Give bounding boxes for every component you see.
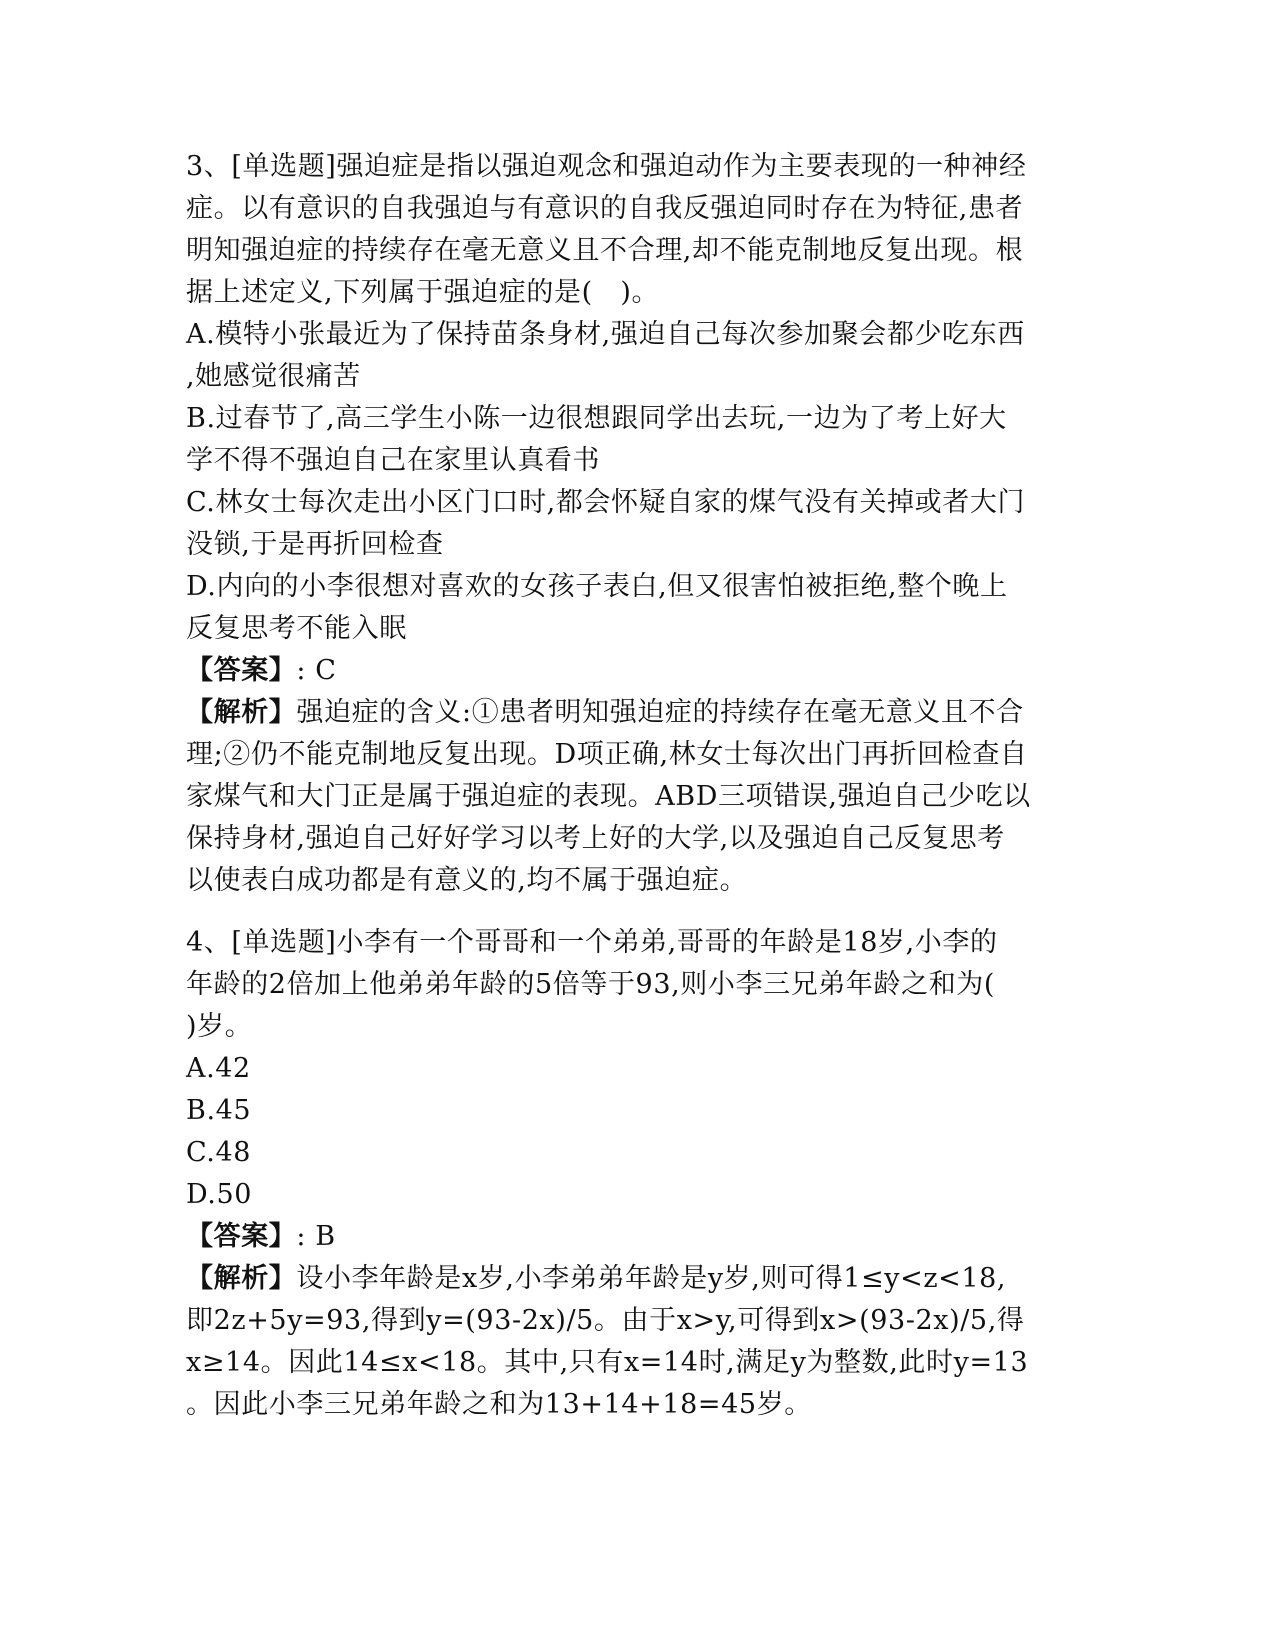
question-3-answer [186,650,1086,692]
question-3-stem-line: 据上述定义,下列属于强迫症的是( )。 [186,277,660,308]
option-line: 反复思考不能入眠 [186,613,407,644]
question-3-option-b [186,398,1086,482]
question-4-option-b: B.45 [186,1095,252,1126]
question-3 [186,146,1086,902]
question-4-option-c: C.48 [186,1137,252,1168]
question-3-option-c [186,482,1086,566]
answer-label: 【答案】 [186,1221,297,1252]
option-line: A.模特小张最近为了保持苗条身材,强迫自己每次参加聚会都少吃东西 [186,319,1025,350]
option-line: B.过春节了,高三学生小陈一边很想跟同学出去玩,一边为了考上好大 [186,403,1007,434]
analysis-label: 【解析】 [186,1263,297,1294]
question-3-option-a [186,314,1086,398]
question-3-stem-line: 明知强迫症的持续存在毫无意义且不合理,却不能克制地反复出现。根 [186,235,1024,266]
analysis-text: 设小李年龄是x岁,小李弟弟年龄是y岁,则可得1≤y<z<18, [296,1263,1007,1294]
analysis-line: x≥14。因此14≤x<18。其中,只有x=14时,满足y为整数,此时y=13 [186,1347,1029,1378]
answer-value: : C [296,655,337,686]
question-3-option-d [186,566,1086,650]
option-line: ,她感觉很痛苦 [186,361,361,392]
question-4-stem-line: 年龄的2倍加上他弟弟年龄的5倍等于93,则小李三兄弟年龄之和为( [186,969,996,1000]
answer-label: 【答案】 [186,655,297,686]
answer-value: : B [296,1221,336,1252]
option-line: 学不得不强迫自己在家里认真看书 [186,445,600,476]
analysis-line: 。因此小李三兄弟年龄之和为13+14+18=45岁。 [186,1389,812,1420]
analysis-line: 以使表白成功都是有意义的,均不属于强迫症。 [186,865,748,896]
analysis-line [186,1258,1086,1300]
analysis-label: 【解析】 [186,697,297,728]
question-4-option-a: A.42 [186,1053,251,1084]
question-3-stem-line: 症。以有意识的自我强迫与有意识的自我反强迫同时存在为特征,患者 [186,193,1024,224]
question-gap [186,902,1086,922]
analysis-line [186,692,1086,734]
analysis-text: 强迫症的含义:①患者明知强迫症的持续存在毫无意义且不合 [296,697,1024,728]
option-line: C.林女士每次走出小区门口时,都会怀疑自家的煤气没有关掉或者大门 [186,487,1026,518]
question-4-stem-line: 4、[单选题]小李有一个哥哥和一个弟弟,哥哥的年龄是18岁,小李的 [186,927,998,958]
analysis-line: 保持身材,强迫自己好好学习以考上好的大学,以及强迫自己反复思考 [186,823,1005,854]
question-3-analysis [186,692,1086,902]
analysis-line: 家煤气和大门正是属于强迫症的表现。ABD三项错误,强迫自己少吃以 [186,781,1031,812]
option-line: D.内向的小李很想对喜欢的女孩子表白,但又很害怕被拒绝,整个晚上 [186,571,1008,602]
question-4-answer [186,1216,1086,1258]
option-line: 没锁,于是再折回检查 [186,529,444,560]
document-content [186,146,1086,1426]
question-4 [186,922,1086,1426]
question-4-stem-line: )岁。 [186,1011,253,1042]
question-4-option-d: D.50 [186,1179,253,1210]
question-4-analysis [186,1258,1086,1426]
analysis-line: 理;②仍不能克制地反复出现。D项正确,林女士每次出门再折回检查自 [186,739,1028,770]
analysis-line: 即2z+5y=93,得到y=(93-2x)/5。由于x>y,可得到x>(93-2x)/5,得 [186,1305,1025,1336]
question-3-stem-line: 3、[单选题]强迫症是指以强迫观念和强迫动作为主要表现的一种神经 [186,151,1027,182]
